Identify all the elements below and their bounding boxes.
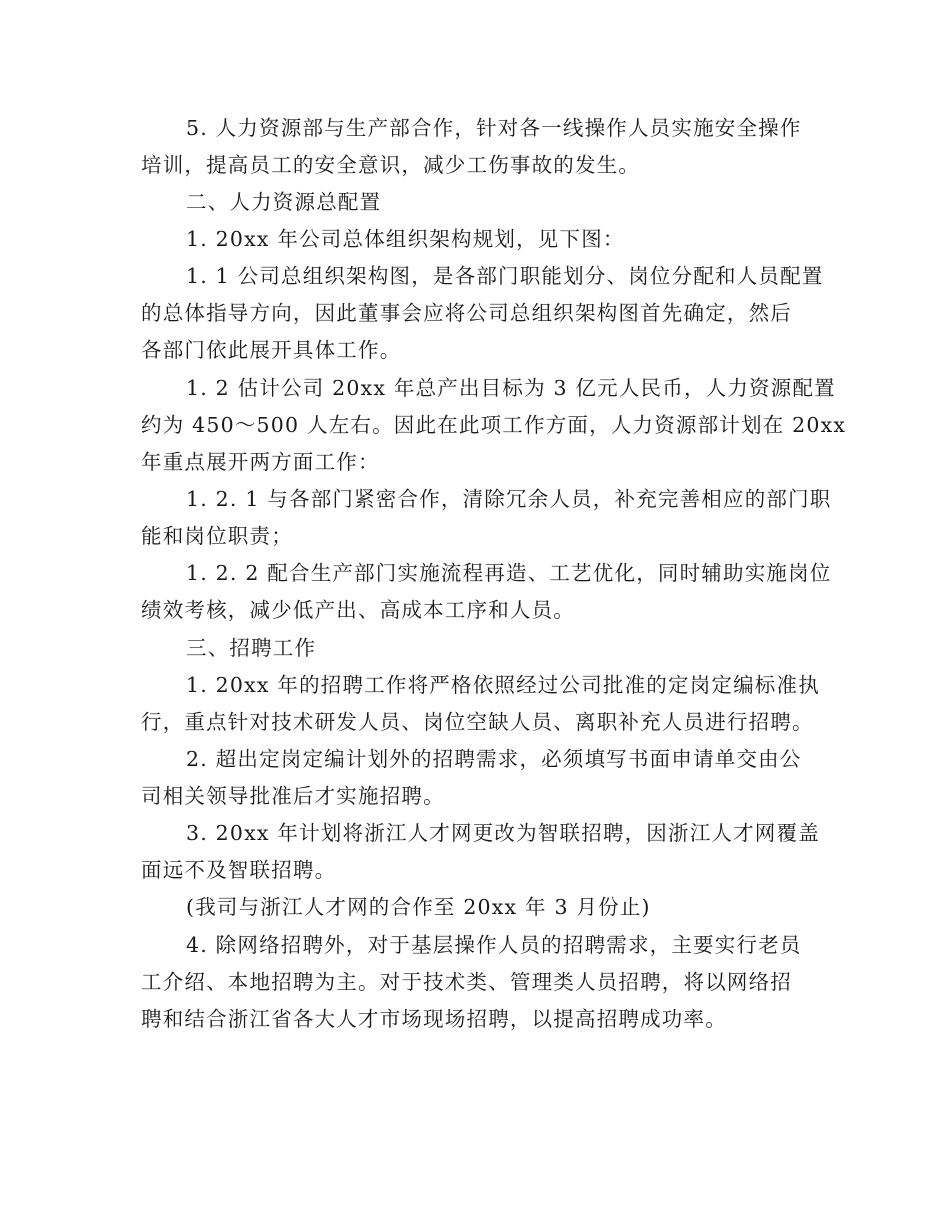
text-line: (我司与浙江人才网的合作至 20xx 年 3 月份止) [186,895,651,919]
text-line: 1. 20xx 年的招聘工作将严格依照经过公司批准的定岗定编标准执 [186,673,820,697]
text-line: 培训，提高员工的安全意识，减少工伤事故的发生。 [141,153,641,177]
text-line: 年重点展开两方面工作： [141,450,380,474]
text-line: 的总体指导方向，因此董事会应将公司总组织架构图首先确定，然后 [141,301,792,325]
text-line: 绩效考核，减少低产出、高成本工序和人员。 [141,598,575,622]
text-line: 各部门依此展开具体工作。 [141,338,402,362]
text-line: 1. 2 估计公司 20xx 年总产出目标为 3 亿元人民币，人力资源配置 [186,376,836,400]
text-line: 司相关领导批准后才实施招聘。 [141,784,445,808]
text-line: 能和岗位职责； [141,524,293,548]
section-heading: 二、人力资源总配置 [186,190,382,214]
text-line: 1. 20xx 年公司总体组织架构规划，见下图： [186,227,625,251]
text-line: 4. 除网络招聘外，对于基层操作人员的招聘需求，主要实行老员 [186,933,802,957]
text-line: 3. 20xx 年计划将浙江人才网更改为智联招聘，因浙江人才网覆盖 [186,821,820,845]
text-line: 工介绍、本地招聘为主。对于技术类、管理类人员招聘，将以网络招 [141,970,792,994]
text-line: 1. 2. 1 与各部门紧密合作，清除冗余人员，补充完善相应的部门职 [186,487,832,511]
text-line: 约为 450～500 人左右。因此在此项工作方面，人力资源部计划在 20xx [141,413,847,437]
text-line: 2. 超出定岗定编计划外的招聘需求，必须填写书面申请单交由公 [186,747,802,771]
text-line: 5. 人力资源部与生产部合作，针对各一线操作人员实施安全操作 [186,116,802,140]
section-heading: 三、招聘工作 [186,636,317,660]
text-line: 面远不及智联招聘。 [141,858,337,882]
text-line: 1. 2. 2 配合生产部门实施流程再造、工艺优化，同时辅助实施岗位 [186,561,832,585]
text-line: 聘和结合浙江省各大人才市场现场招聘，以提高招聘成功率。 [141,1007,727,1031]
text-line: 行，重点针对技术研发人员、岗位空缺人员、离职补充人员进行招聘。 [141,710,814,734]
text-line: 1. 1 公司总组织架构图，是各部门职能划分、岗位分配和人员配置 [186,264,824,288]
